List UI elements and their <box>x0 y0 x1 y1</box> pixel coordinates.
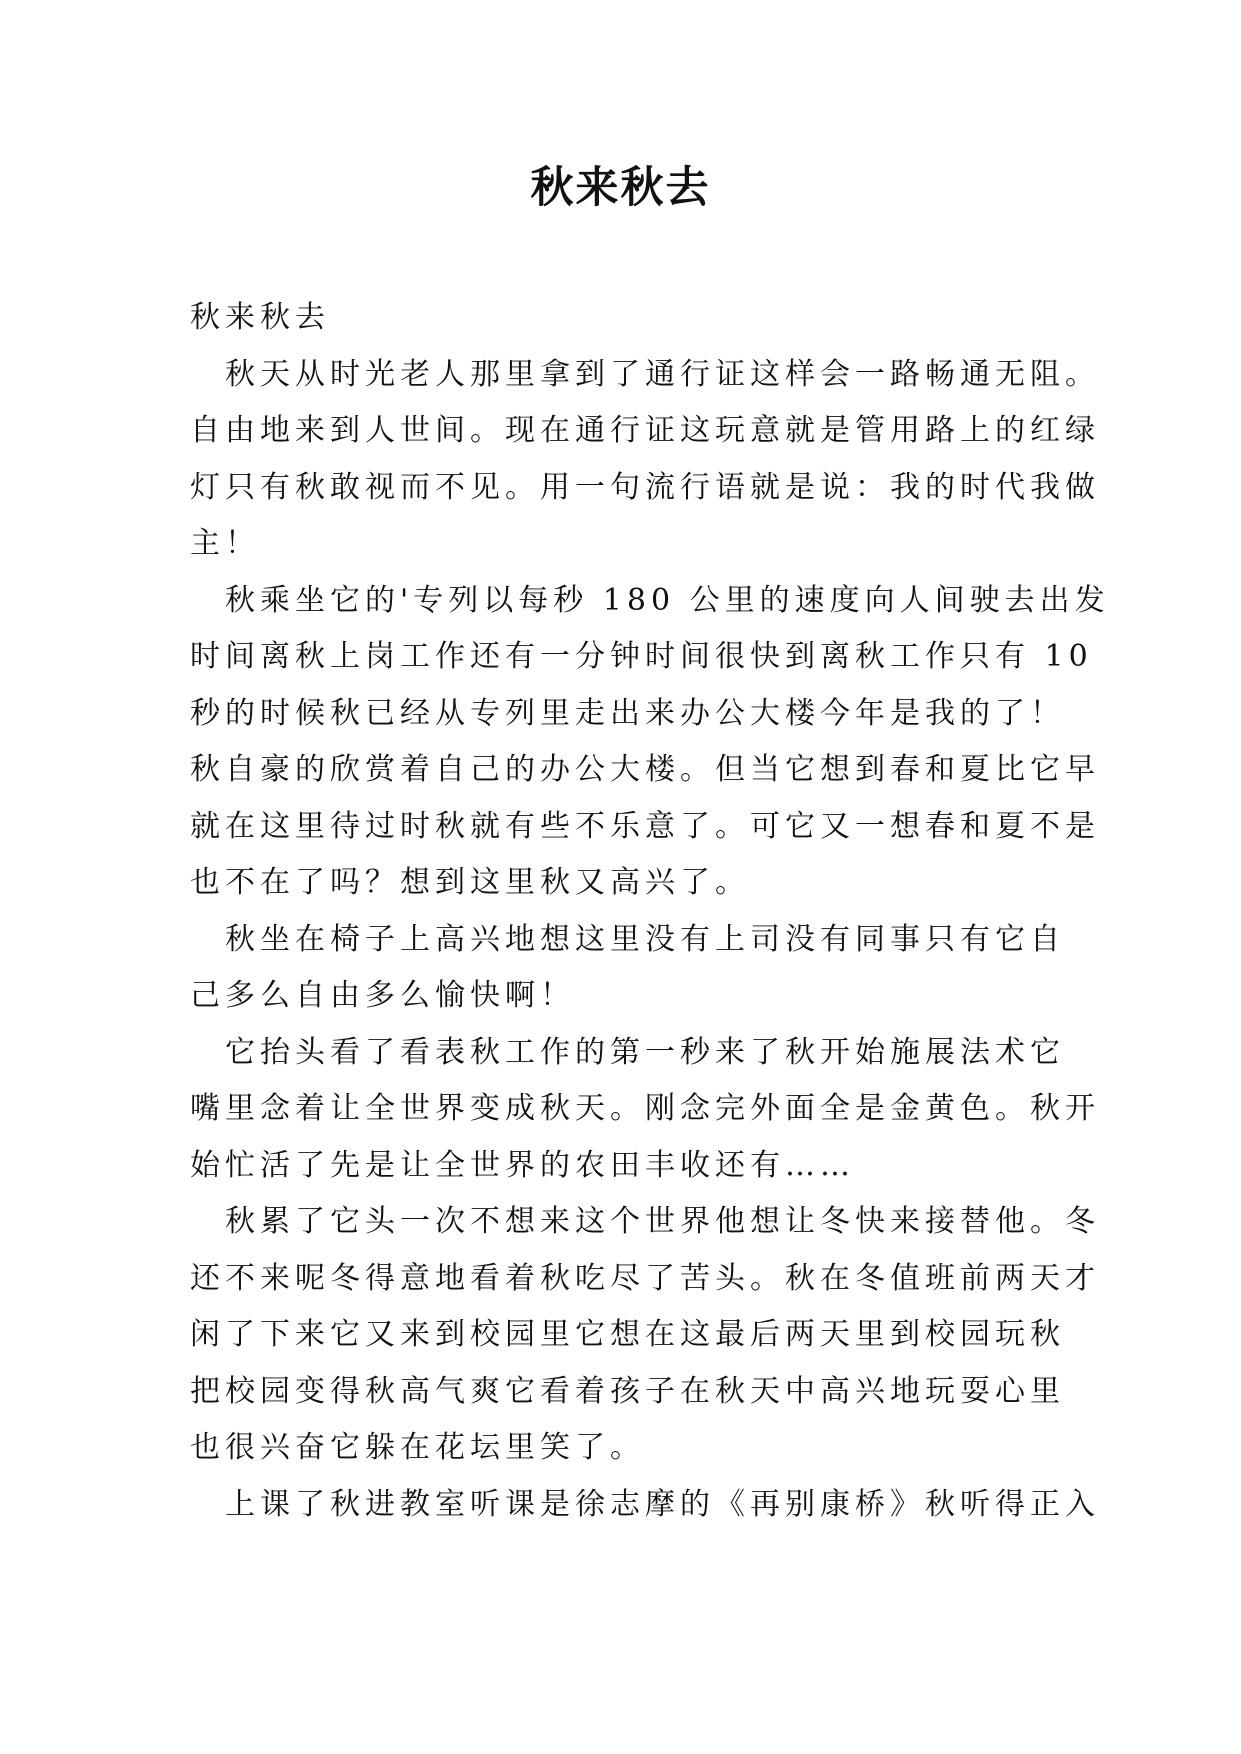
paragraph-line: 闲了下来它又来到校园里它想在这最后两天里到校园玩秋 <box>190 1317 1065 1352</box>
paragraph-line: 时间离秋上岗工作还有一分钟时间很快到离秋工作只有 10 <box>190 639 1093 674</box>
paragraph-line: 秋坐在椅子上高兴地想这里没有上司没有同事只有它自 <box>225 921 1065 957</box>
paragraph-line: 把校园变得秋高气爽它看着孩子在秋天中高兴地玩耍心里 <box>190 1373 1065 1409</box>
paragraph-line: 嘴里念着让全世界变成秋天。刚念完外面全是金黄色。秋开 <box>190 1091 1100 1126</box>
paragraph-line: 也很兴奋它躲在花坛里笑了。 <box>190 1430 645 1465</box>
paragraph-line: 秋累了它头一次不想来这个世界他想让冬快来接替他。冬 <box>225 1204 1100 1239</box>
paragraph-line: 己多么自由多么愉快啊！ <box>190 978 575 1013</box>
paragraph-line: 上课了秋进教室听课是徐志摩的《再别康桥》秋听得正入 <box>225 1486 1100 1522</box>
paragraph-line: 它抬头看了看表秋工作的第一秒来了秋开始施展法术它 <box>225 1034 1065 1070</box>
document-title: 秋来秋去 <box>530 163 711 213</box>
paragraph-line: 自由地来到人世间。现在通行证这玩意就是管用路上的红绿 <box>190 413 1100 448</box>
paragraph-line: 就在这里待过时秋就有些不乐意了。可它又一想春和夏不是 <box>190 808 1100 844</box>
subtitle-line: 秋来秋去 <box>190 300 330 335</box>
paragraph-line: 秋乘坐它的'专列以每秒 180 公里的速度向人间驶去出发 <box>225 582 1110 618</box>
paragraph-line: 秒的时候秋已经从专列里走出来办公大楼今年是我的了！ <box>190 695 1065 731</box>
paragraph-line: 秋天从时光老人那里拿到了通行证这样会一路畅通无阻。 <box>225 356 1100 392</box>
paragraph-line: 也不在了吗？想到这里秋又高兴了。 <box>190 865 750 900</box>
paragraph-line: 始忙活了先是让全世界的农田丰收还有…… <box>190 1147 855 1183</box>
paragraph-line: 秋自豪的欣赏着自己的办公大楼。但当它想到春和夏比它早 <box>190 752 1100 787</box>
paragraph-line: 主！ <box>190 526 260 561</box>
paragraph-line: 还不来呢冬得意地看着秋吃尽了苦头。秋在冬值班前两天才 <box>190 1260 1100 1296</box>
paragraph-line: 灯只有秋敢视而不见。用一句流行语就是说：我的时代我做 <box>190 469 1100 505</box>
document-body <box>190 290 1110 1533</box>
